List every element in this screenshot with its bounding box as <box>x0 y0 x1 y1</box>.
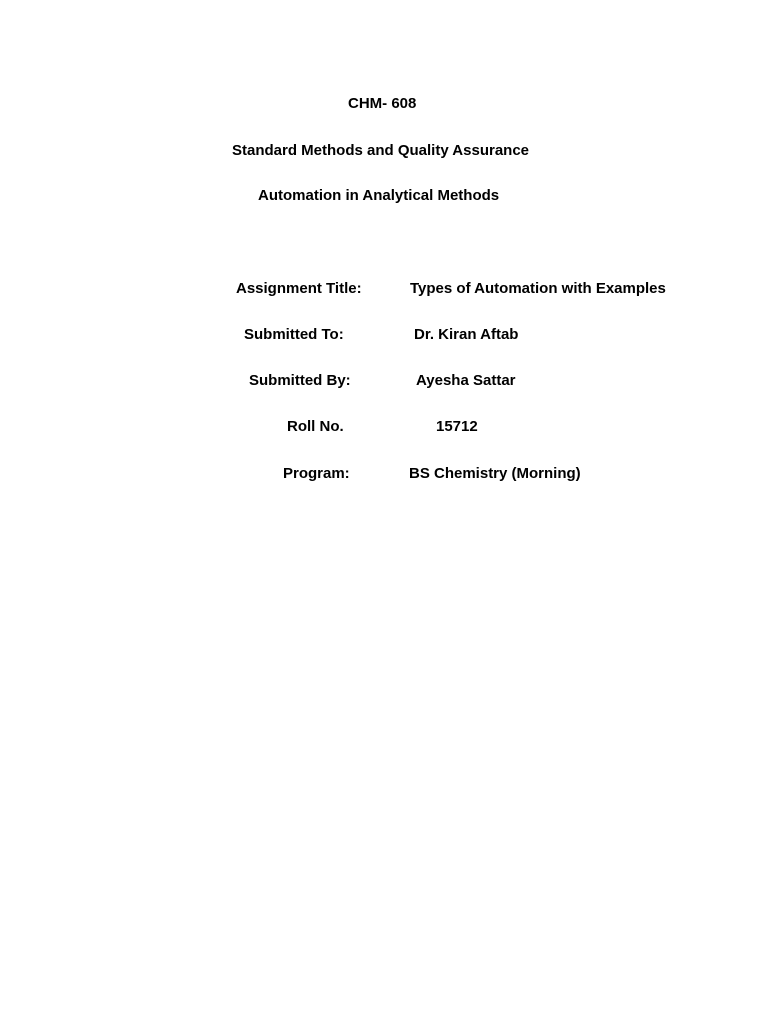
assignment-title-value: Types of Automation with Examples <box>410 280 666 297</box>
submitted-to-value: Dr. Kiran Aftab <box>414 326 519 343</box>
course-code: CHM- 608 <box>348 95 417 112</box>
program-label: Program: <box>283 465 350 482</box>
roll-no-label: Roll No. <box>287 418 344 435</box>
assignment-title-label: Assignment Title: <box>236 280 362 297</box>
submitted-by-label: Submitted By: <box>249 372 351 389</box>
topic-title: Automation in Analytical Methods <box>258 187 500 204</box>
program-value: BS Chemistry (Morning) <box>409 465 581 482</box>
roll-no-value: 15712 <box>436 418 478 435</box>
submitted-to-label: Submitted To: <box>244 326 344 343</box>
submitted-by-value: Ayesha Sattar <box>416 372 516 389</box>
course-title: Standard Methods and Quality Assurance <box>232 142 530 159</box>
